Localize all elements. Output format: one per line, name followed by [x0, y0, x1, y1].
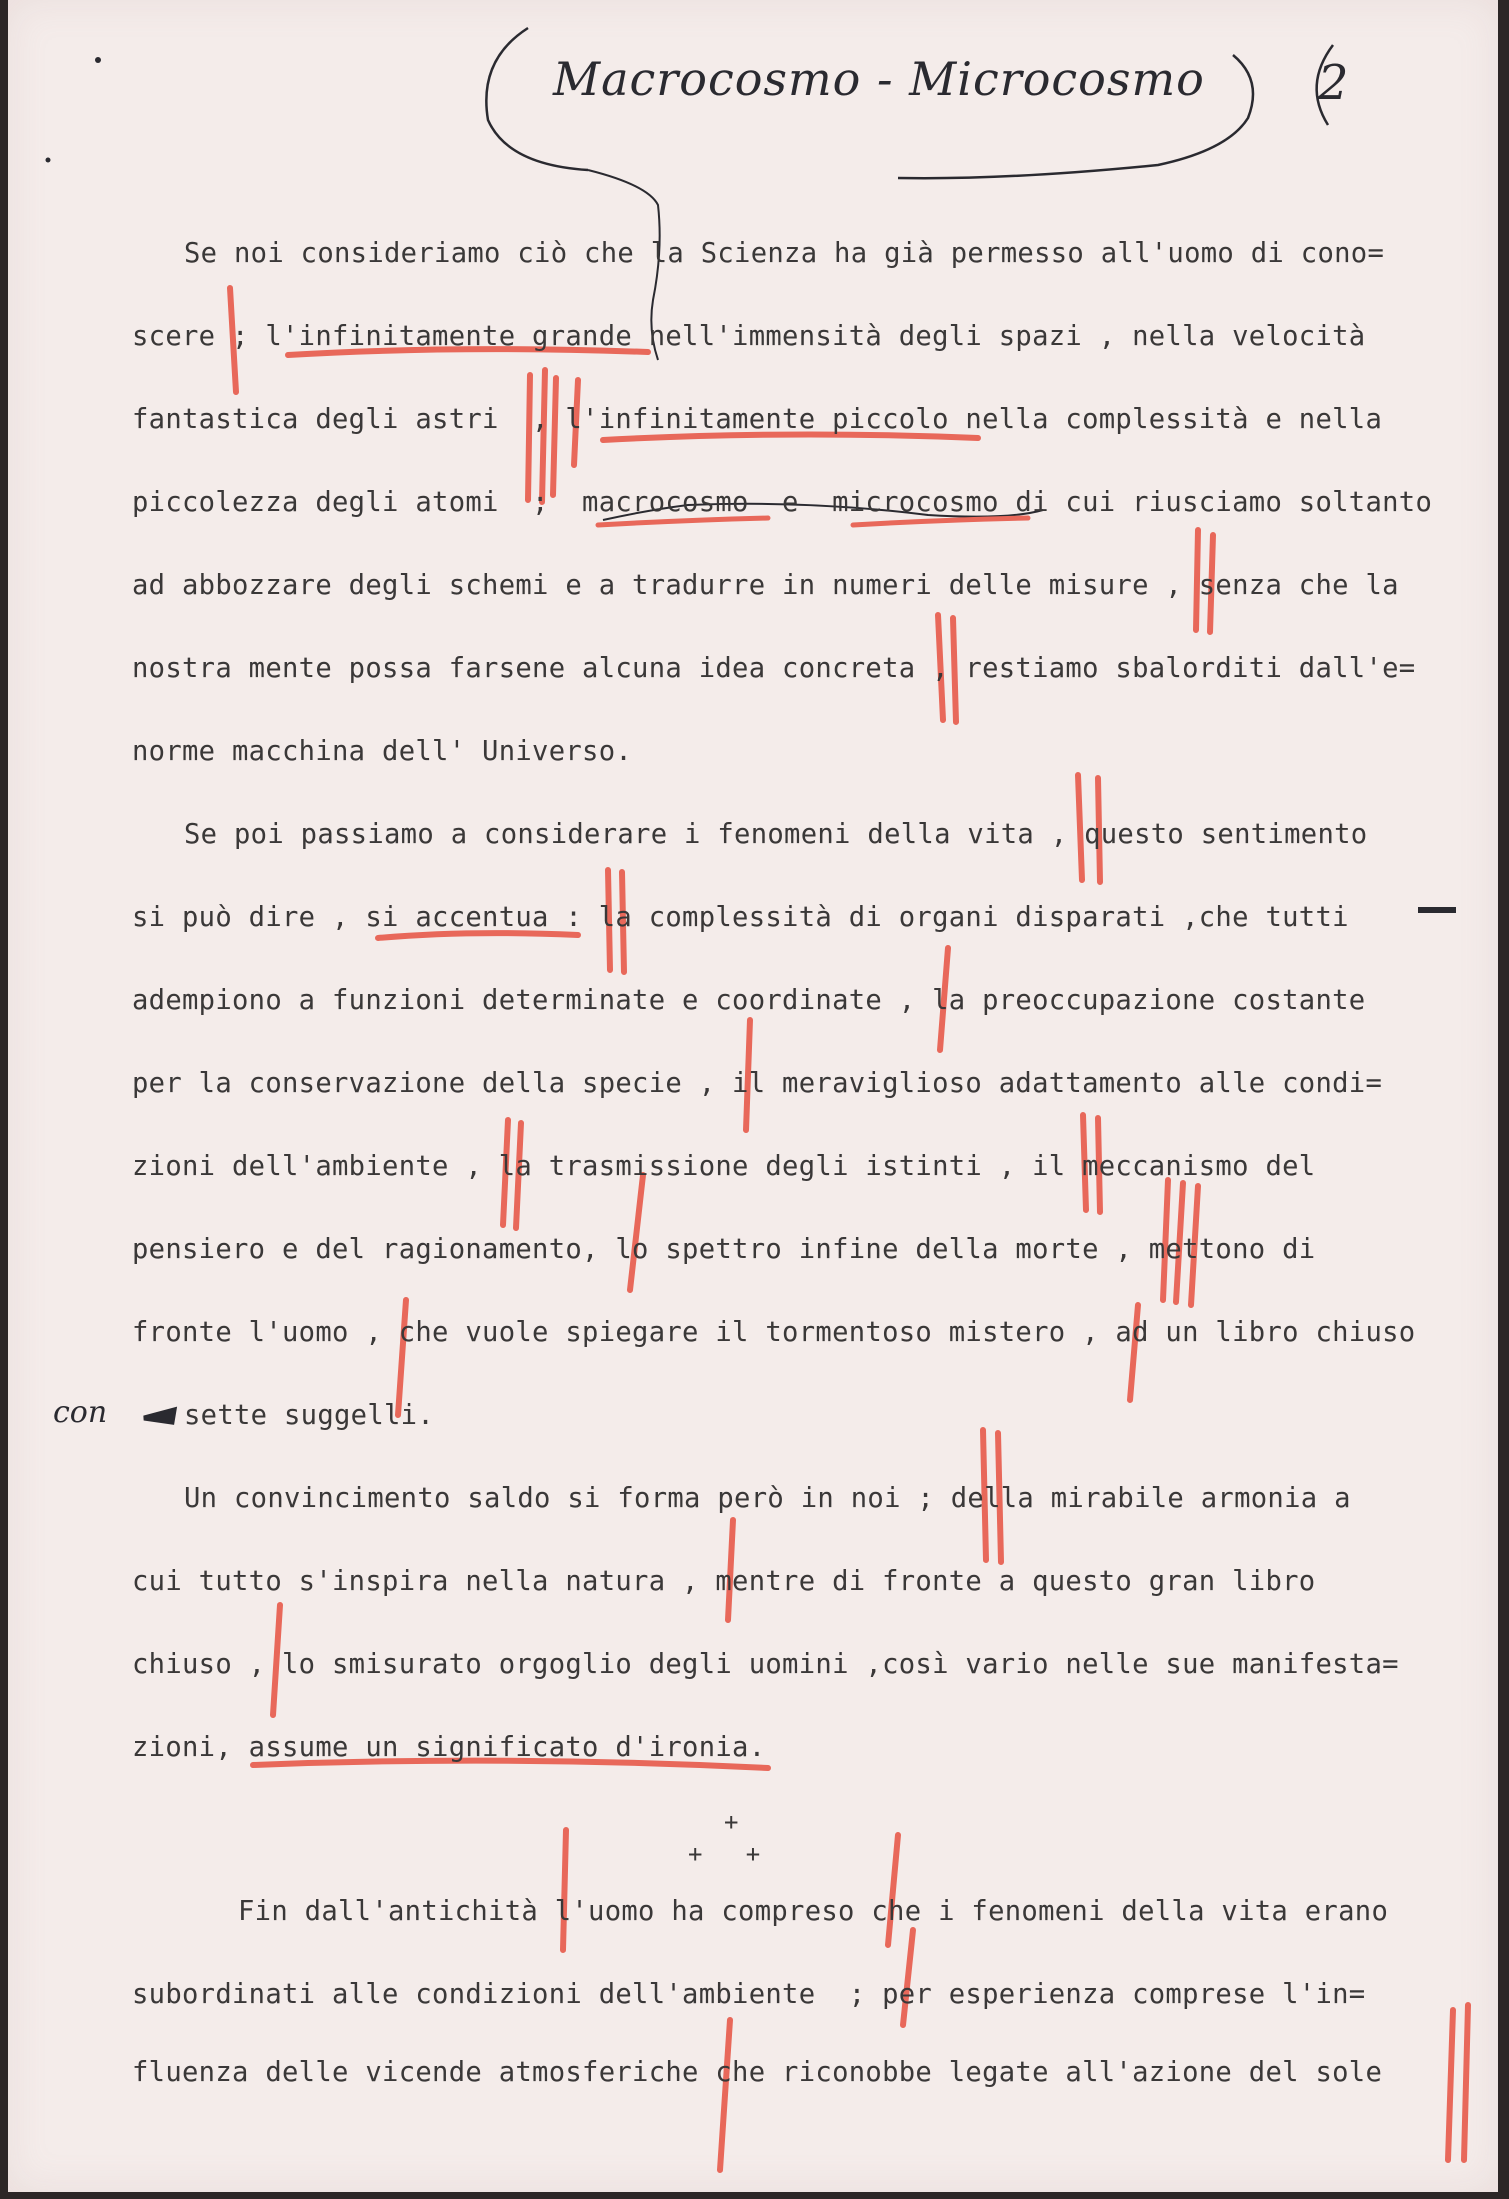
handwritten-title: Macrocosmo - Microcosmo: [553, 52, 1205, 106]
text-line-18: chiuso , lo smisurato orgoglio degli uomini ,così vario nelle sue manifesta=: [132, 1649, 1399, 1680]
text-line-11: per la conservazione della specie , il meraviglioso adattamento alle condi=: [132, 1068, 1383, 1099]
text-line-19: zioni, assume un significato d'ironia.: [132, 1732, 766, 1763]
text-line-2: scere ; l'infinitamente grande nell'immensità degli spazi , nella velocità: [132, 321, 1366, 352]
text-line-1: Se noi consideriamo ciò che la Scienza ha già permesso all'uomo di cono=: [184, 238, 1385, 269]
document-page: [8, 0, 1498, 2192]
text-line-6: nostra mente possa farsene alcuna idea concreta , restiamo sbalorditi dall'e=: [132, 653, 1416, 684]
text-line-15: sette suggelli.: [184, 1400, 435, 1431]
text-line-4: piccolezza degli atomi ; macrocosmo e microcosmo di cui riusciamo soltanto: [132, 487, 1433, 518]
text-line-17: cui tutto s'inspira nella natura , mentre di fronte a questo gran libro: [132, 1566, 1316, 1597]
text-line-12: zioni dell'ambiente , la trasmissione degli istinti , il meccanismo del: [132, 1151, 1316, 1182]
text-line-7: norme macchina dell' Universo.: [132, 736, 633, 767]
section-separator-top: +: [724, 1808, 739, 1836]
section-separator-bottom: + +: [688, 1840, 761, 1868]
text-line-16: Un convincimento saldo si forma però in noi ; della mirabile armonia a: [184, 1483, 1351, 1514]
text-line-20: Fin dall'antichità l'uomo ha compreso che i fenomeni della vita erano: [238, 1896, 1389, 1927]
text-line-22: fluenza delle vicende atmosferiche che riconobbe legate all'azione del sole: [132, 2057, 1383, 2088]
text-line-8: Se poi passiamo a considerare i fenomeni della vita , questo sentimento: [184, 819, 1368, 850]
margin-note: con: [53, 1395, 108, 1430]
text-line-14: fronte l'uomo , che vuole spiegare il tormentoso mistero , ad un libro chiuso: [132, 1317, 1416, 1348]
text-line-3: fantastica degli astri , l'infinitamente piccolo nella complessità e nella: [132, 404, 1383, 435]
text-line-21: subordinati alle condizioni dell'ambiente ; per esperienza comprese l'in=: [132, 1979, 1366, 2010]
text-line-5: ad abbozzare degli schemi e a tradurre in numeri delle misure , senza che la: [132, 570, 1399, 601]
text-line-10: adempiono a funzioni determinate e coordinate , la preoccupazione costante: [132, 985, 1366, 1016]
text-line-9: si può dire , si accentua : la complessità di organi disparati ,che tutti: [132, 902, 1349, 933]
page-number: 2: [1318, 55, 1349, 111]
text-line-13: pensiero e del ragionamento, lo spettro infine della morte , mettono di: [132, 1234, 1316, 1265]
